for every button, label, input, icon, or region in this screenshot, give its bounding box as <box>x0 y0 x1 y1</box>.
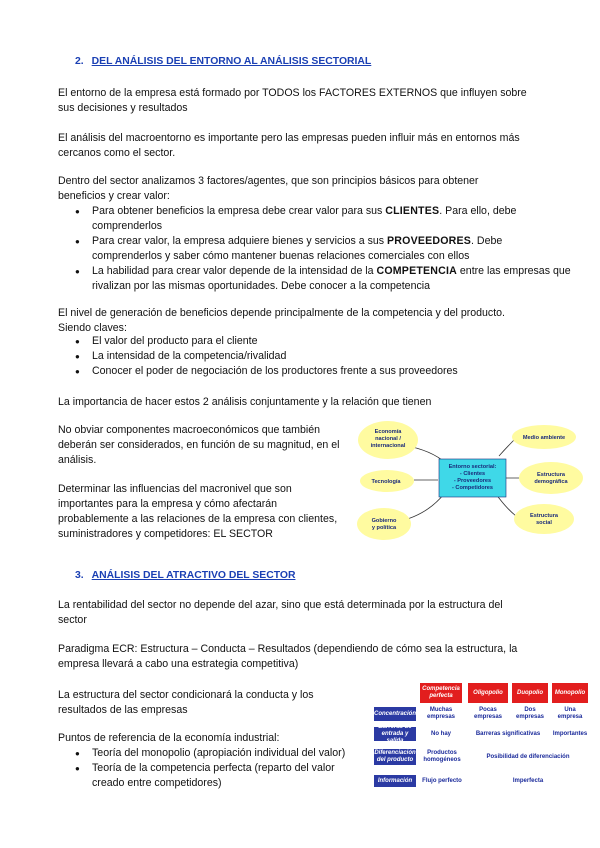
center-line: - Clientes <box>459 471 486 477</box>
bullet-item: ● El valor del producto para el cliente <box>92 334 572 349</box>
paragraph-importancia: La importancia de hacer estos 2 análisis conjuntamente y la relación que tienen <box>58 396 432 408</box>
table-cell: No hay <box>430 730 451 737</box>
bullet-list-agentes <box>58 204 572 294</box>
bullet-competencia: ● La habilidad para crear valor depende de la intensidad de la COMPETENCIA entre las empresas que rivalizan por las mismas oportunidades. Debe conocer a la competencia <box>92 264 572 294</box>
section-title: ANÁLISIS DEL ATRACTIVO DEL SECTOR <box>91 570 296 581</box>
table-cell: Dos empresas <box>515 707 545 720</box>
table-cell: Muchas empresas <box>426 707 456 720</box>
estructura-social-label: Estructura <box>530 513 558 519</box>
estructura-demografica-label: demográfica <box>534 479 568 485</box>
table-cell: Una empresa <box>557 707 583 720</box>
table-cell: Pocas empresas <box>473 707 503 720</box>
table-cell: Productos homogéneos <box>423 750 461 763</box>
paragraph-macronivel: Determinar las influencias del macronivel que son importantes para la empresa y cómo afectarán probablemente a las relaciones de la empresa con clientes, suministradores y competidores: EL SECTOR <box>58 483 338 540</box>
section-3-heading <box>75 570 295 581</box>
table-cell: Importantes <box>552 730 588 737</box>
bullet-clientes: ● Para obtener beneficios la empresa debe crear valor para sus CLIENTES. Para ello, debe comprenderlos <box>92 204 572 234</box>
economia-label: Economía <box>374 429 402 435</box>
row-label: Concentración <box>374 707 416 721</box>
tecnologia-label: Tecnología <box>371 479 401 485</box>
row-label: Información <box>374 775 416 787</box>
column-header: Duopolio <box>512 683 548 703</box>
paragraph-estructura: La estructura del sector condicionará la conducta y los resultados de las empresas <box>58 689 314 716</box>
bullet-item: ● Teoría de la competencia perfecta (reparto del valor creado entre competidores) <box>92 761 352 791</box>
bullet-item: ● La intensidad de la competencia/rivalidad <box>92 349 572 364</box>
paragraph-factores: Dentro del sector analizamos 3 factores/agentes, que son principios básicos para obtener beneficios y crear valor: <box>58 175 479 202</box>
paragraph-paradigma-ecr: Paradigma ECR: Estructura – Conducta – Resultados (dependiendo de cómo sea la estructura, la empresa llevará a cabo una estrategia competitiva) <box>58 643 518 670</box>
table-cell: Posibilidad de diferenciación <box>486 753 570 760</box>
entorno-sectorial-diagram <box>356 418 590 548</box>
row-label: Barreras de entrada y salida <box>374 727 416 741</box>
bullet-item: ● Conocer el poder de negociación de los productores frente a sus proveedores <box>92 364 572 379</box>
center-line: - Competidores <box>451 485 494 491</box>
section-2-heading <box>75 56 371 67</box>
column-header: Oligopolio <box>468 683 508 703</box>
center-line: Entorno sectorial: <box>448 464 497 470</box>
medio-ambiente-label: Medio ambiente <box>522 435 566 441</box>
column-header: Monopolio <box>552 683 588 703</box>
column-header: Competencia perfecta <box>420 683 462 703</box>
node-estructura-demografica <box>519 462 583 494</box>
section-number: 3. <box>75 570 84 581</box>
table-cell: Imperfecta <box>512 777 544 784</box>
paragraph-rentabilidad: La rentabilidad del sector no depende del azar, sino que está determinada por la estructura del sector <box>58 599 503 626</box>
paragraph-macroentorno: El análisis del macroentorno es importante pero las empresas pueden influir más en entornos más cercanos como el sector. <box>58 132 520 159</box>
economia-label: internacional <box>370 443 406 449</box>
node-estructura-social <box>514 504 574 534</box>
economia-label: nacional / <box>375 436 401 442</box>
gobierno-label: Gobierno <box>371 518 397 524</box>
gobierno-label: y política <box>371 525 397 531</box>
paragraph-beneficios: El nivel de generación de beneficios depende principalmente de la competencia y del producto. Siendo claves: <box>58 307 505 334</box>
estructura-social-label: social <box>536 520 552 526</box>
node-gobierno <box>357 508 411 540</box>
row-label: Diferenciación del producto <box>374 750 416 763</box>
section-number: 2. <box>75 56 84 67</box>
table-cell: Barreras significativas <box>475 730 541 737</box>
section-title: DEL ANÁLISIS DEL ENTORNO AL ANÁLISIS SECTORIAL <box>91 56 372 67</box>
estructura-demografica-label: Estructura <box>537 472 565 478</box>
bullet-list-teorias <box>58 746 352 791</box>
paragraph-macroeconomicos: No obviar componentes macroeconómicos que también deberán ser considerados, en función de su magnitud, en el análisis. <box>58 424 340 466</box>
bullet-list-claves <box>58 334 572 379</box>
paragraph-puntos-referencia: Puntos de referencia de la economía industrial: <box>58 732 280 744</box>
bullet-proveedores: ● Para crear valor, la empresa adquiere bienes y servicios a sus PROVEEDORES. Debe comprenderlos y saber cómo mantener buenas relaciones comerciales con ellos <box>92 234 572 264</box>
paragraph-entorno: El entorno de la empresa está formado por TODOS los FACTORES EXTERNOS que influyen sobre sus decisiones y resultados <box>58 87 527 114</box>
center-line: - Proveedores <box>453 478 492 484</box>
table-cell: Flujo perfecto <box>422 777 462 784</box>
bullet-item: ● Teoría del monopolio (apropiación individual del valor) <box>92 746 352 761</box>
